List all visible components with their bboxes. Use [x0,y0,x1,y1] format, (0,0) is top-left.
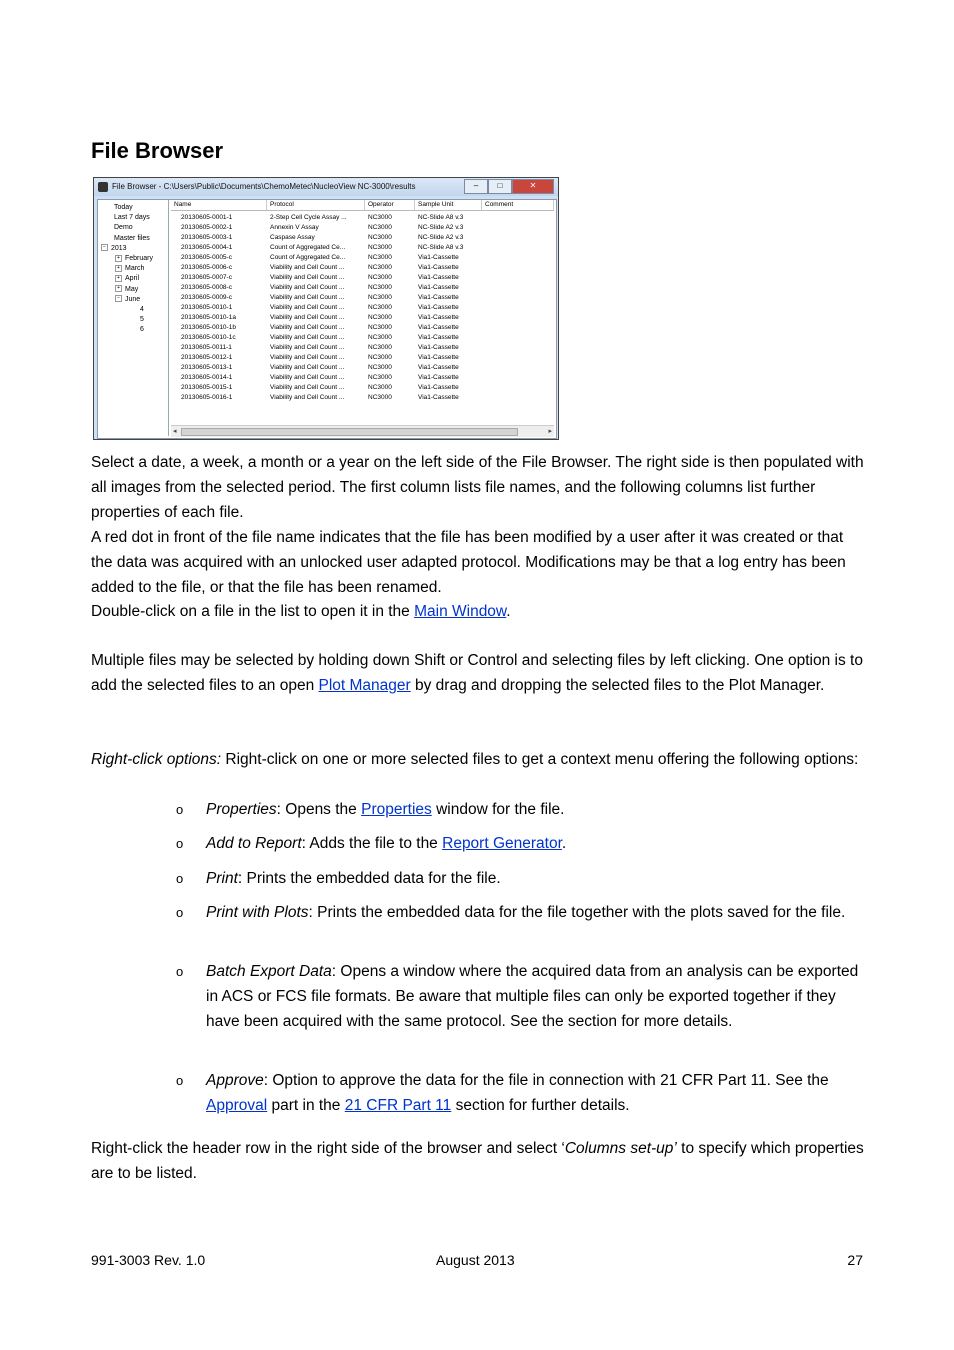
paragraph-red-dot: A red dot in front of the file name indicates that the file has been modified by a user after it was created or that the data was acquired with an unlocked user adapted protocol. Modifications may be that a log entry has been added to the file, or that the file has been renamed. [91,529,846,596]
table-cell: 20130605-0008-c [181,284,232,291]
table-cell: NC3000 [368,294,392,301]
table-cell: 20130605-0016-1 [181,394,233,401]
table-row[interactable] [171,293,554,303]
scroll-right-icon[interactable]: ▸ [548,428,552,435]
table-cell: Caspase Assay [270,234,315,241]
table-cell: Via1-Cassette [418,354,459,361]
table-cell: Viability and Cell Count ... [270,314,345,321]
table-cell: Annexin V Assay [270,224,319,231]
table-row[interactable] [171,343,554,353]
table-cell: 20130605-0001-1 [181,214,233,221]
table-cell: 20130605-0007-c [181,274,232,281]
table-cell: NC3000 [368,264,392,271]
table-row[interactable] [171,263,554,273]
scroll-left-icon[interactable]: ◂ [173,428,177,435]
expand-icon[interactable]: + [115,285,122,292]
grid-header[interactable] [171,200,554,211]
table-cell: Via1-Cassette [418,324,459,331]
table-row[interactable] [171,283,554,293]
expand-icon[interactable]: + [115,275,122,282]
table-cell: NC3000 [368,364,392,371]
table-cell: NC3000 [368,274,392,281]
cfr-part-11-link[interactable]: 21 CFR Part 11 [344,1096,452,1114]
table-row[interactable] [171,393,554,403]
window-title: File Browser - C:\Users\Public\Documents\ChemoMetec\NucleoView NC-3000\results [112,182,416,191]
table-row[interactable] [171,303,554,313]
table-cell: Via1-Cassette [418,274,459,281]
table-cell: Viability and Cell Count ... [270,344,345,351]
table-cell: Viability and Cell Count ... [270,384,345,391]
table-cell: Via1-Cassette [418,344,459,351]
horizontal-scrollbar[interactable] [171,425,554,437]
table-cell: NC3000 [368,344,392,351]
table-cell: Viability and Cell Count ... [270,354,345,361]
paragraph-multiple-files: Multiple files may be selected by holding down Shift or Control and selecting files by left clicking. One option is to add the selected files to an open Plot Manager by drag and dropping the selected files to the Plot Manager. [91,652,863,694]
table-cell: Via1-Cassette [418,284,459,291]
expand-icon[interactable]: + [115,265,122,272]
table-cell: Via1-Cassette [418,364,459,371]
tree-node-label: March [125,265,145,273]
bullet-icon: o [176,802,184,817]
close-icon[interactable]: ✕ [512,179,554,194]
table-cell: Via1-Cassette [418,334,459,341]
table-cell: NC-Slide A2 v.3 [418,234,464,241]
table-row[interactable] [171,223,554,233]
table-cell: NC3000 [368,384,392,391]
column-header[interactable]: Name [171,200,267,210]
tree-node-label: February [125,255,154,262]
table-cell: NC3000 [368,244,392,251]
table-cell: Viability and Cell Count ... [270,274,345,281]
paragraph-columns-setup: Right-click the header row in the right side of the browser and select ‘Columns set-up’ to specify which properties are to be listed. [91,1140,864,1182]
collapse-icon[interactable]: − [101,244,108,251]
tree-node[interactable] [114,213,150,223]
table-cell: Via1-Cassette [418,304,459,311]
table-row[interactable] [171,313,554,323]
table-cell: NC3000 [368,394,392,401]
table-cell: Viability and Cell Count ... [270,334,345,341]
tree-node[interactable] [115,295,140,305]
tree-node-label: Today [114,204,133,211]
table-row[interactable] [171,243,554,253]
tree-node[interactable] [114,234,150,244]
column-header[interactable]: Operator [365,200,415,210]
bullet-icon: o [176,905,184,920]
table-row[interactable] [171,333,554,343]
table-cell: 20130605-0002-1 [181,224,233,231]
tree-node-label: Master files [114,234,150,242]
table-row[interactable] [171,363,554,373]
table-cell: 20130605-0009-c [181,294,232,301]
table-cell: Viability and Cell Count ... [270,364,345,371]
table-cell: Viability and Cell Count ... [270,294,345,301]
column-header[interactable]: Sample Unit [415,200,482,210]
paragraph-double-click: Double-click on a file in the list to open it in the Main Window. [91,603,511,620]
tree-node-label: May [125,285,139,293]
table-cell: NC3000 [368,334,392,341]
table-cell: 20130605-0010-1c [181,334,236,341]
table-row[interactable] [171,273,554,283]
table-cell: 20130605-0005-c [181,254,232,261]
table-row[interactable] [171,353,554,363]
table-row[interactable] [171,233,554,243]
table-cell: 20130605-0004-1 [181,244,233,251]
table-row[interactable] [171,373,554,383]
tree-node[interactable] [101,244,127,254]
collapse-icon[interactable]: − [115,295,122,302]
table-cell: Via1-Cassette [418,264,459,271]
column-header[interactable]: Comment [482,200,554,210]
table-cell: NC3000 [368,374,392,381]
report-generator-link[interactable]: Report Generator [442,835,562,852]
table-cell: NC-Slide A8 v.3 [418,244,464,251]
table-cell: Via1-Cassette [418,374,459,381]
table-cell: NC3000 [368,214,392,221]
table-cell: 20130605-0010-1a [181,314,236,321]
table-cell: Viability and Cell Count ... [270,304,345,311]
table-cell: NC3000 [368,324,392,331]
scrollbar-thumb[interactable] [181,428,518,436]
tree-node[interactable] [115,285,138,295]
table-cell: 20130605-0015-1 [181,384,233,391]
file-browser-window [93,177,559,440]
table-row[interactable] [171,253,554,263]
paragraph-right-click: Right-click options: Right-click on one or more selected files to get a context menu offering the following options: [91,751,859,768]
table-cell: Via1-Cassette [418,294,459,301]
table-cell: Count of Aggregated Ce... [270,254,346,261]
date-tree[interactable] [98,200,169,436]
table-cell: 20130605-0013-1 [181,364,233,371]
tree-node[interactable] [115,274,139,284]
tree-node[interactable] [140,315,144,325]
table-cell: NC3000 [368,354,392,361]
tree-node-label: 2013 [111,244,127,252]
maximize-icon[interactable]: □ [488,179,512,194]
table-cell: NC3000 [368,314,392,321]
table-cell: Viability and Cell Count ... [270,394,345,401]
table-row[interactable] [171,323,554,333]
bullet-icon: o [176,1073,184,1088]
table-cell: NC3000 [368,284,392,291]
table-cell: 20130605-0010-1 [181,304,233,311]
main-window-link[interactable]: Main Window [414,603,507,620]
table-cell: 20130605-0010-1b [181,324,236,331]
file-grid[interactable] [171,200,554,424]
table-cell: 20130605-0003-1 [181,234,233,241]
page-heading: File Browser [91,138,224,163]
manual-page: File Browser File Browser - C:\Users\Public\Documents\ChemoMetec\NucleoView NC-3000\results – □ ✕ Today Last 7 days Demo Master files − 2013 + February + March + April + May − June 4 5 6 Name Protocol Operator Sample Unit Comment 20130605-0001-1 2-Step Cell Cycle Assay ... NC3000 NC-Slide A8 v.3 20130605-0002-1 Annexin V Assay NC3000 NC-Slide A2 v.3 20130605-0003-1 Caspase Assay NC3000 NC-Slide A2 v.3 20130605-0004-1 Count of Aggregated Ce... NC3000 NC-Slide A8 v.3 20130605-0005-c Count of Aggregated Ce... NC3000 Via1-Cassette 20130605-0006-c Viability and Cell Count ... NC3000 Via1-Cassette 20130605-0007-c Viability and Cell Count ... NC3000 Via1-Cassette 20130605-0008-c Viability and Cell Count ... NC3000 Via1-Cassette 20130605-0009-c Viability and Cell Count ... NC3000 Via1-Cassette 20130605-0010-1 Viability and Cell Count ... NC3000 Via1-Cassette 20130605-0010-1a Viability and Cell Count ... NC3000 Via1-Cassette 20130605-0010-1b Viability and Cell Count ... NC3000 Via1-Cassette 20130605-0010-1c Viability and Cell Count ... NC3000 Via1-Cassette 20130605-0011-1 Viability and Cell Count ... NC3000 Via1-Cassette 20130605-0012-1 Viability and Cell Count ... NC3000 Via1-Cassette 20130605-0013-1 Viability and Cell Count ... NC3000 Via1-Cassette 20130605-0014-1 Viability and Cell Count ... NC3000 Via1-Cassette 20130605-0015-1 Viability and Cell Count ... NC3000 Via1-Cassette 20130605-0016-1 Viability and Cell Count ... NC3000 Via1-Cassette ◂ ▸ Select a date, a week, a month or a year on the left side of the File Browser. The right side is then populated with all images from the selected period. The first column lists file names, and the following columns list further properties of each file. A red dot in front of the file name indicates that the file has been modified by a user after it was created or that the data was acquired with an unlocked user adapted protocol. Modifications may be that a log entry has been added to the file, or that the file has been renamed. Double-click on a file in the list to open it in the Main Window. Multiple files may be selected by holding down Shift or Control and selecting files by left clicking. One option is to add the selected files to an open Plot Manager by drag and dropping the selected files to the Plot Manager. Right-click options: Right-click on one or more selected files to get a context menu offering the following options: o Properties: Opens the Properties window for the file. o Add to Report: Adds the file to the Report Generator. o Print: Prints the embedded data for the file. o Print with Plots: Prints the embedded data for the file together with the plots saved for the file. o Batch Export Data: Opens a window where the acquired data from an analysis can be exported in ACS or FCS file formats. Be aware that multiple files can only be exported together if they have been acquired with the same protocol. See the section for more details. o Approve: Option to approve the data for the file in connection with 21 CFR Part 11. See the Approval part in the 21 CFR Part 11 section for further details. Right-click the header row in the right side of the browser and select ‘Columns set-up’ to specify which properties are to be listed. 991-3003 Rev. 1.0 August 2013 27 [0,0,954,1350]
tree-node-label: 5 [140,316,144,324]
table-cell: Via1-Cassette [418,254,459,261]
minimize-icon[interactable]: – [464,179,488,194]
table-cell: 20130605-0014-1 [181,374,233,381]
tree-node-label: 4 [140,306,144,313]
table-cell: NC3000 [368,224,392,231]
bullet-icon: o [176,964,184,979]
approval-link[interactable]: Approval [206,1096,268,1114]
paragraph-select-date: Select a date, a week, a month or a year on the left side of the File Browser. The right side is then populated with all images from the selected period. The first column lists file names, and the following columns list further properties of each file. [91,454,864,521]
table-cell: NC-Slide A8 v.3 [418,214,464,221]
bullet-icon: o [176,871,184,886]
tree-node-label: Demo [114,224,133,232]
tree-node-label: June [125,295,141,303]
table-cell: Viability and Cell Count ... [270,284,345,291]
table-cell: 20130605-0006-c [181,264,232,271]
table-cell: Count of Aggregated Ce... [270,244,346,251]
tree-node[interactable] [115,254,153,264]
footer-doc-number: 991-3003 Rev. 1.0 [91,1252,206,1268]
table-row[interactable] [171,213,554,223]
plot-manager-link[interactable]: Plot Manager [318,676,411,694]
tree-node[interactable] [114,223,133,233]
tree-node-label: 6 [140,326,144,334]
app-icon [98,182,108,192]
table-cell: Viability and Cell Count ... [270,264,345,271]
tree-node[interactable] [140,325,144,335]
table-row[interactable] [171,383,554,393]
table-cell: NC3000 [368,304,392,311]
footer-page-number: 27 [847,1252,863,1268]
tree-node[interactable] [114,203,133,213]
tree-node-label: Last 7 days [114,214,150,222]
table-cell: NC3000 [368,254,392,261]
table-cell: 20130605-0011-1 [181,344,232,351]
table-cell: 20130605-0012-1 [181,354,233,361]
properties-link[interactable]: Properties [361,801,432,818]
table-cell: Via1-Cassette [418,394,459,401]
column-header[interactable]: Protocol [267,200,365,210]
footer-date: August 2013 [436,1252,515,1268]
table-cell: Via1-Cassette [418,384,459,391]
tree-node[interactable] [115,264,144,274]
window-titlebar [94,178,558,196]
table-cell: Viability and Cell Count ... [270,374,345,381]
table-cell: NC3000 [368,234,392,241]
table-cell: Via1-Cassette [418,314,459,321]
tree-node-label: April [125,275,140,283]
window-client [97,199,557,439]
bullet-icon: o [176,836,184,851]
table-cell: NC-Slide A2 v.3 [418,224,464,231]
table-cell: 2-Step Cell Cycle Assay ... [270,214,347,221]
table-cell: Viability and Cell Count ... [270,324,345,331]
tree-node[interactable] [140,305,144,315]
expand-icon[interactable]: + [115,255,122,262]
